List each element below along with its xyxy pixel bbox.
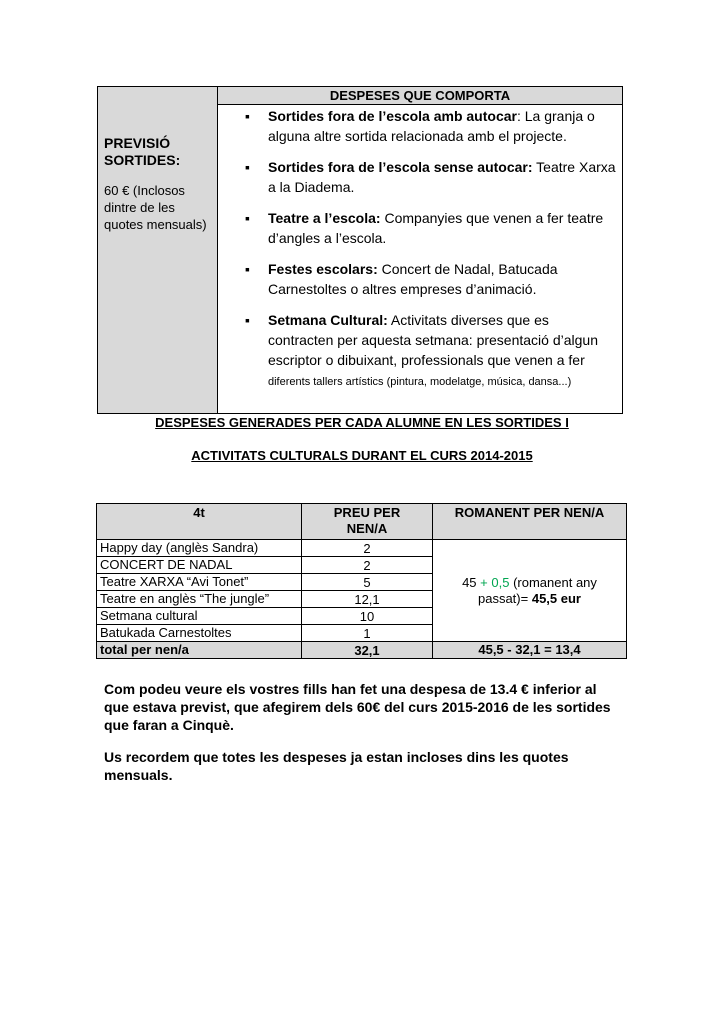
total-label: total per nen/a <box>97 642 302 659</box>
activity-cell: CONCERT DE NADAL <box>97 557 302 574</box>
total-row <box>97 642 627 659</box>
activity-cell: Happy day (anglès Sandra) <box>97 540 302 557</box>
column-header-grade: 4t <box>97 504 302 540</box>
price-cell: 2 <box>302 540 433 557</box>
price-cell: 1 <box>302 625 433 642</box>
total-romanent: 45,5 - 32,1 = 13,4 <box>433 642 627 659</box>
romanent-cell: 45 + 0,5 (romanent any passat)= 45,5 eur <box>433 540 627 642</box>
list-item: ▪ Teatre a l’escola: Companyies que venen a fer teatre d’angles a l’escola. <box>245 210 604 246</box>
list-item: ▪ Setmana Cultural: Activitats diverses que es contracten per aquesta setmana: presentació d’algun escriptor o dibuixant, professionals que venen a fer diferents tallers artístics (pintura, modelatge, música, dansa...) <box>245 312 598 388</box>
summary-paragraph: Com podeu veure els vostres fills han fet una despesa de 13.4 € inferior al que estava previst, que afegirem dels 60€ del curs 2015-2016 de les sortides que faran a Cinquè. <box>104 681 611 733</box>
activity-cell: Setmana cultural <box>97 608 302 625</box>
price-cell: 10 <box>302 608 433 625</box>
list-item: ▪ Sortides fora de l’escola amb autocar: La granja o alguna altre sortida relacionada amb el projecte. <box>245 108 595 144</box>
total-price: 32,1 <box>302 642 433 659</box>
despeses-list <box>228 106 616 392</box>
activity-cell: Teatre XARXA “Avi Tonet” <box>97 574 302 591</box>
section-heading-1: DESPESES GENERADES PER CADA ALUMNE EN LES SORTIDES I <box>155 415 569 430</box>
price-cell: 5 <box>302 574 433 591</box>
despeses-header: DESPESES QUE COMPORTA <box>218 87 623 105</box>
costs-table <box>96 503 627 659</box>
list-item: ▪ Sortides fora de l’escola sense autocar: Teatre Xarxa a la Diadema. <box>245 159 616 195</box>
previsio-cell <box>98 87 218 414</box>
section-heading-2: ACTIVITATS CULTURALS DURANT EL CURS 2014-2015 <box>191 448 533 463</box>
previsio-title: PREVISIÓ SORTIDES: <box>104 135 181 168</box>
romanent-plus: + 0,5 <box>480 574 510 590</box>
reminder-paragraph: Us recordem que totes les despeses ja estan incloses dins les quotes mensuals. <box>104 749 569 783</box>
romanent-total: 45,5 eur <box>531 590 581 606</box>
column-header-romanent: ROMANENT PER NEN/A <box>433 504 627 540</box>
despeses-list-cell <box>218 105 623 414</box>
activity-cell: Batukada Carnestoltes <box>97 625 302 642</box>
price-cell: 2 <box>302 557 433 574</box>
column-header-price: PREU PER NEN/A <box>302 504 433 540</box>
price-cell: 12,1 <box>302 591 433 608</box>
despeses-table <box>97 86 623 414</box>
table-row <box>97 540 627 557</box>
activity-cell: Teatre en anglès “The jungle” <box>97 591 302 608</box>
list-item: ▪ Festes escolars: Concert de Nadal, Batucada Carnestoltes o altres empreses d’animació. <box>245 261 558 297</box>
previsio-note: 60 € (Inclosos dintre de les quotes mensuals) <box>104 183 207 232</box>
